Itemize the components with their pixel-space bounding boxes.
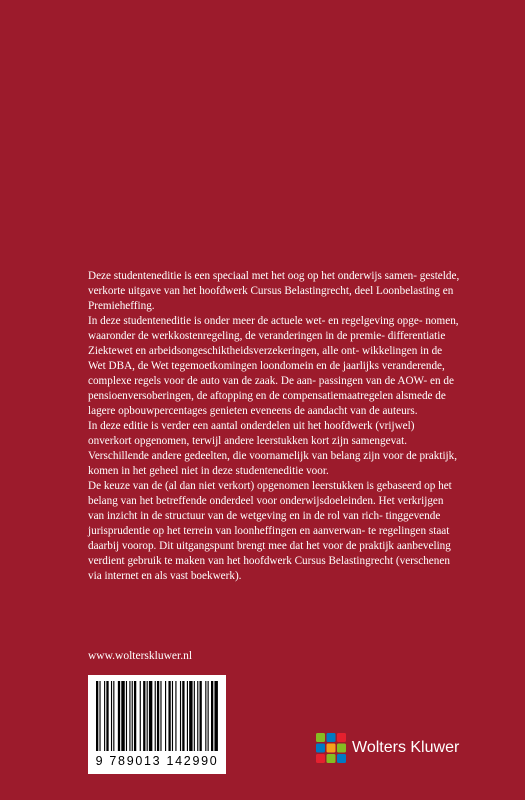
publisher-logo (316, 733, 459, 763)
publisher-website: www.wolterskluwer.nl (88, 650, 193, 662)
blurb-paragraph-1: Deze studenteneditie is een speciaal met het oog op het onderwijs samen- gestelde, verkorte uitgave van het hoofdwerk Cursus Belastingrecht, deel Loonbelasting en Premieheffing. (88, 270, 460, 312)
blurb-paragraph-3: In deze editie is verder een aantal onderdelen uit het hoofdwerk (vrijwel) onverkort opgenomen, terwijl andere leerstukken kort zijn samengevat. Verschillende andere gedeelten, die voornamelijk van belang zijn voor de praktijk, komen in het geheel niet in deze studenteneditie voor. (88, 420, 458, 477)
blurb-paragraph-4: De keuze van de (al dan niet verkort) opgenomen leerstukken is gebaseerd op het belang van het betreffende onderdeel voor onderwijsdoeleinden. Het verkrijgen van inzicht in de structuur van de wetgeving en in de rol van rich- tinggevende jurisprudentie op het terrein van loonheffingen en aanverwan- te regelingen staat daarbij voorop. Dit uitgangspunt brengt mee dat het voor de praktijk aanbeveling verdient gebruik te maken van het hoofdwerk Cursus Belastingrecht (verschenen via internet en als vast boekwerk). (88, 480, 452, 582)
isbn-number: 9 789013 142990 (95, 754, 219, 768)
back-cover-blurb (88, 269, 460, 584)
publisher-name: Wolters Kluwer (352, 739, 460, 756)
wolters-kluwer-globe-icon (316, 733, 346, 763)
isbn-barcode (88, 675, 226, 774)
blurb-paragraph-2: In deze studenteneditie is onder meer de actuele wet- en regelgeving opge- nomen, waaronder de werkkostenregeling, de veranderingen in de premie- differentiatie Ziektewet en arbeidsongeschiktheidsverzekeringen, alle ont- wikkelingen in de Wet DBA, de Wet tegemoetkomingen loondomein en de jaarlijks veranderende, complexe regels voor de auto van de zaak. De aan- passingen van de AOW- en de pensioenversoberingen, de aftopping en de compensatiemaatregelen alsmede de lagere opbouwpercentages genieten eveneens de aandacht van de auteurs. (88, 315, 459, 417)
